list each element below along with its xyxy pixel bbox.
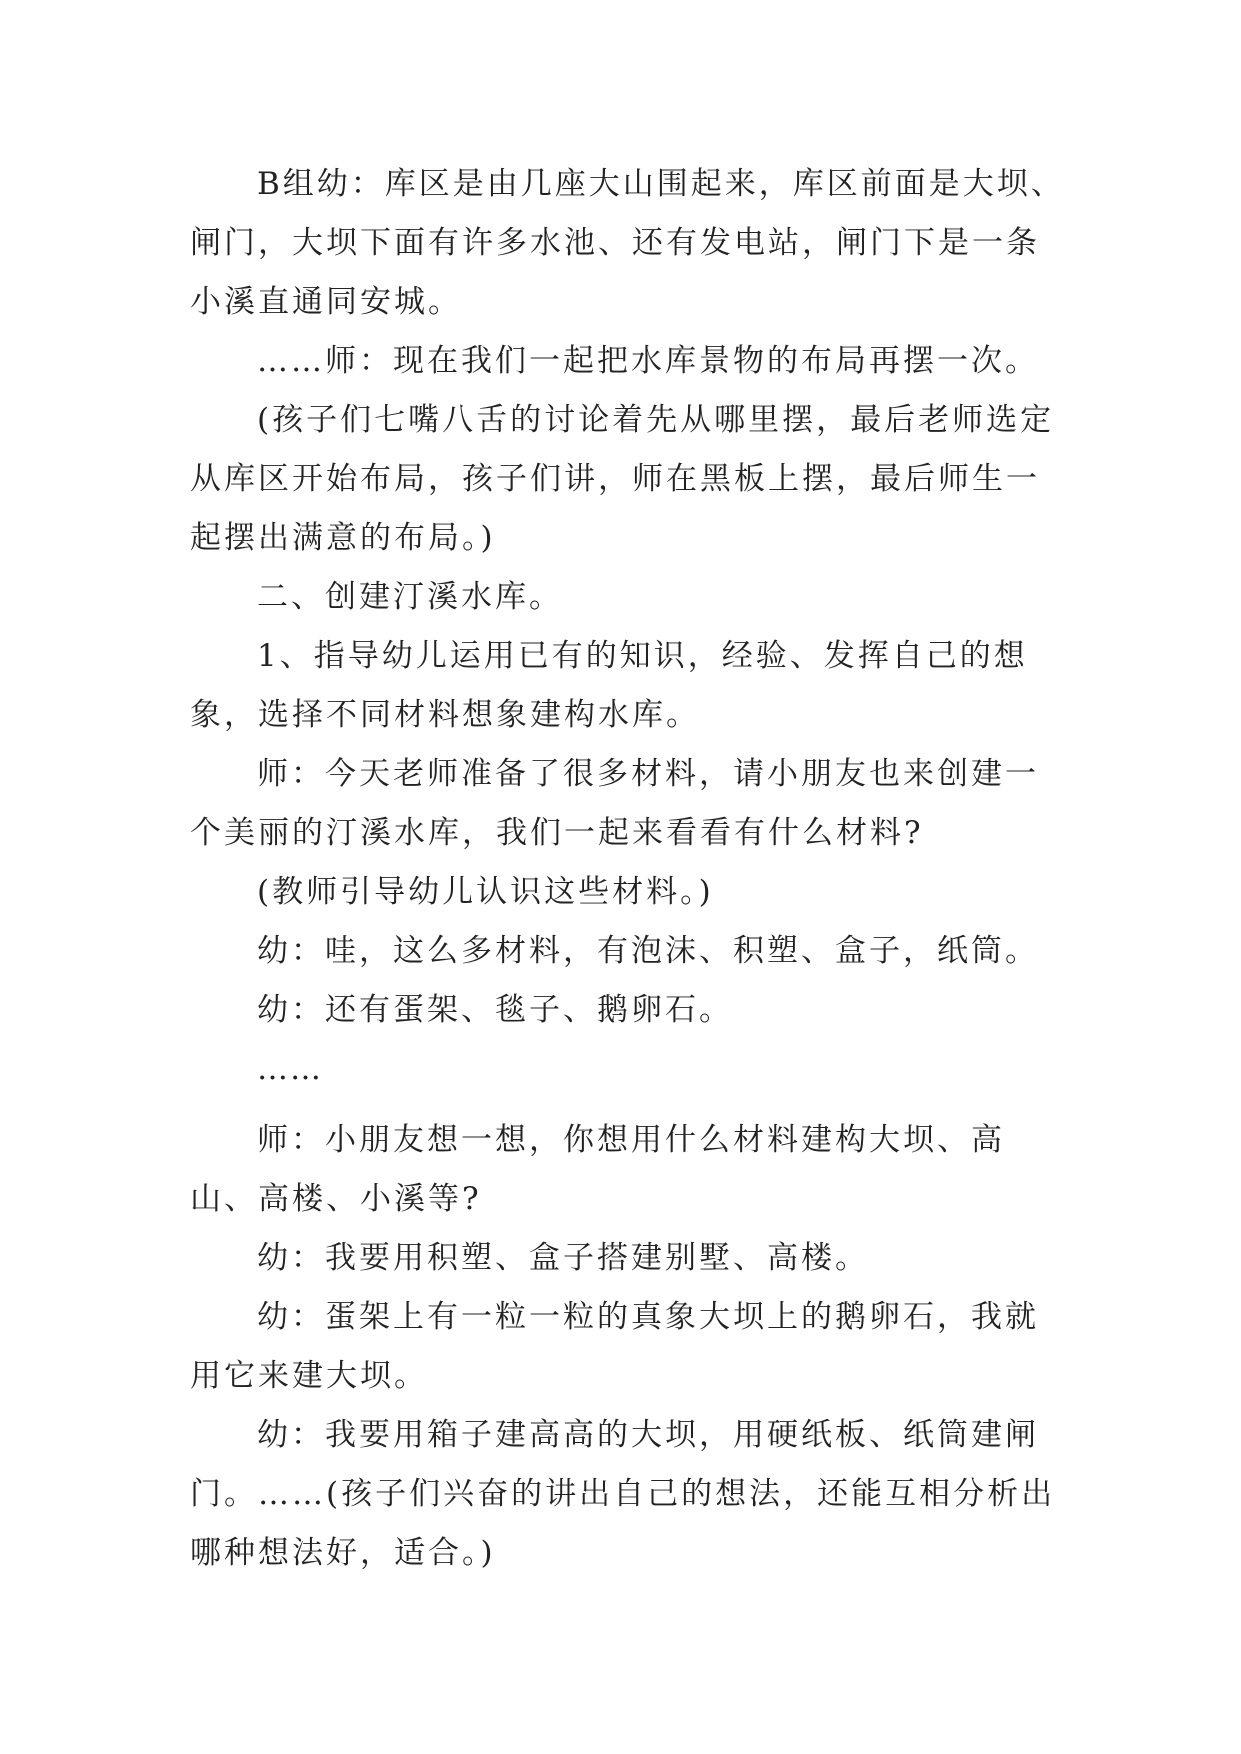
paragraph: (孩子们七嘴八舌的讨论着先从哪里摆，最后老师选定从库区开始布局，孩子们讲，师在黑板上摆，最后师生一起摆出满意的布局。)	[190, 402, 1055, 556]
ellipsis-paragraph: ……	[257, 1051, 323, 1087]
paragraph: (教师引导幼儿认识这些材料。)	[257, 874, 714, 910]
paragraph: 幼：我要用箱子建高高的大坝，用硬纸板、纸筒建闸门。……(孩子们兴奋的讲出自己的想法，还能互相分析出哪种想法好，适合。)	[190, 1417, 1056, 1571]
paragraph: B组幼：库区是由几座大山围起来，库区前面是大坝、闸门，大坝下面有许多水池、还有发电站，闸门下是一条小溪直通同安城。	[190, 166, 1065, 320]
paragraph: 1、指导幼儿运用已有的知识，经验、发挥自己的想象，选择不同材料想象建构水库。	[190, 638, 1028, 733]
document-body	[190, 155, 1070, 1583]
paragraph: 幼：我要用积塑、盒子搭建别墅、高楼。	[257, 1240, 869, 1276]
paragraph: 幼：蛋架上有一粒一粒的真象大坝上的鹅卵石，我就用它来建大坝。	[190, 1299, 1039, 1394]
paragraph: 幼：哇，这么多材料，有泡沫、积塑、盒子，纸筒。	[257, 933, 1039, 969]
paragraph: 师：小朋友想一想，你想用什么材料建构大坝、高山、高楼、小溪等?	[190, 1122, 1005, 1217]
paragraph: 幼：还有蛋架、毯子、鹅卵石。	[257, 992, 733, 1028]
paragraph: ……师：现在我们一起把水库景物的布局再摆一次。	[257, 343, 1039, 379]
paragraph: 二、创建汀溪水库。	[257, 579, 563, 615]
paragraph: 师：今天老师准备了很多材料，请小朋友也来创建一个美丽的汀溪水库，我们一起来看看有什么材料?	[190, 756, 1039, 851]
